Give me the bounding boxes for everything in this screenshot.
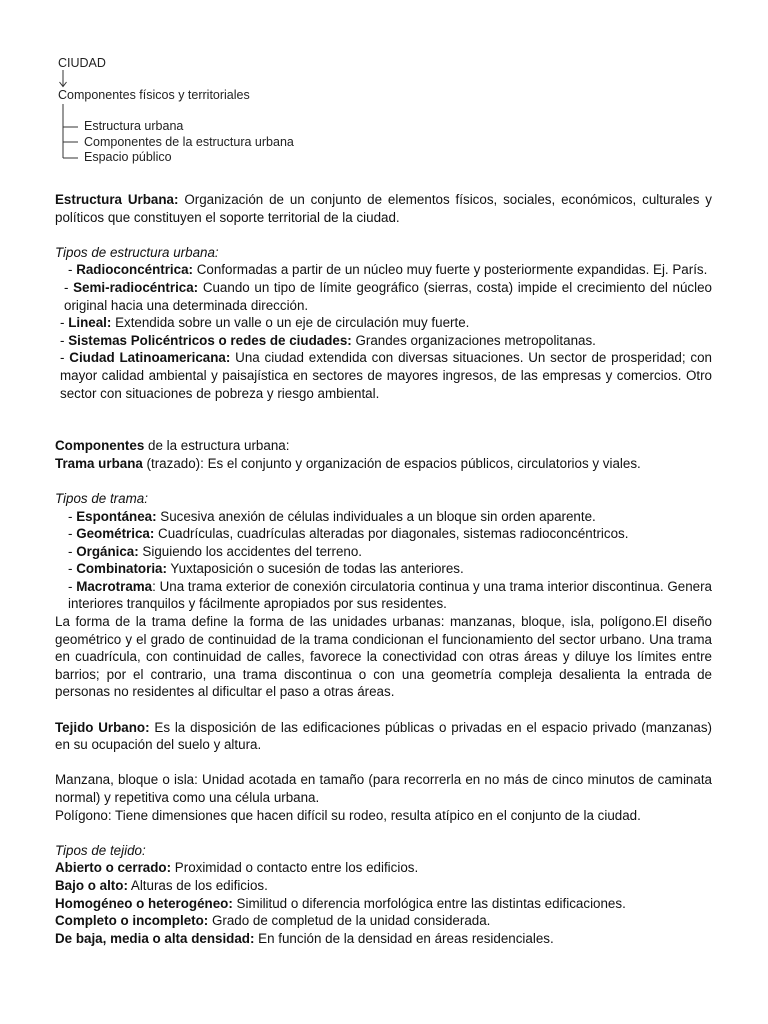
- list-item: - Semi-radiocéntrica: Cuando un tipo de límite geográfico (sierras, costa) impide el crecimiento del núcleo original hacia una determinada dirección.: [64, 279, 712, 313]
- list-item: - Macrotrama: Una trama exterior de conexión circulatoria continua y una trama interior discontinua. Genera interiores tranquilos y fácilmente apropiados por sus residentes.: [68, 578, 712, 612]
- componentes-heading: Componentes de la estructura urbana:: [55, 438, 290, 454]
- tejido-definition: Tejido Urbano: Es la disposición de las edificaciones públicas o privadas en el espacio privado (manzanas) en su ocupación del suelo y altura.: [55, 719, 712, 753]
- list-item: - Geométrica: Cuadrículas, cuadrículas alteradas por diagonales, sistemas radioconcéntricos.: [68, 526, 629, 542]
- diagram-branch: Componentes de la estructura urbana: [84, 135, 294, 149]
- poligono-definition: Polígono: Tiene dimensiones que hacen difícil su rodeo, resulta atípico en el conjunto de la ciudad.: [55, 807, 641, 823]
- list-item: Bajo o alto: Alturas de los edificios.: [55, 877, 268, 893]
- trama-definition: Trama urbana (trazado): Es el conjunto y organización de espacios públicos, circulatorios y viales.: [55, 455, 641, 471]
- section-heading: Tipos de trama:: [55, 490, 148, 506]
- list-item: Homogéneo o heterogéneo: Similitud o diferencia morfológica entre las distintas edificaciones.: [55, 895, 626, 911]
- list-item: De baja, media o alta densidad: En función de la densidad en áreas residenciales.: [55, 930, 554, 946]
- list-item: - Lineal: Extendida sobre un valle o un eje de circulación muy fuerte.: [60, 315, 470, 331]
- section-heading: Tipos de tejido:: [55, 842, 146, 858]
- list-item: Completo o incompleto: Grado de completud de la unidad considerada.: [55, 913, 491, 929]
- diagram-branch: Espacio público: [84, 150, 172, 164]
- list-item: - Espontánea: Sucesiva anexión de células individuales a un bloque sin orden aparente.: [68, 508, 596, 524]
- list-item: - Ciudad Latinoamericana: Una ciudad extendida con diversas situaciones. Un sector de prosperidad; con mayor calidad ambiental y paisajística en sectores de mayores ingresos, de las empresas y comercios. Otro sector con situaciones de pobreza y riesgo ambiental.: [60, 350, 712, 401]
- list-item: - Sistemas Policéntricos o redes de ciudades: Grandes organizaciones metropolitanas.: [60, 332, 596, 348]
- diagram-branch: Estructura urbana: [84, 119, 184, 133]
- list-item: - Combinatoria: Yuxtaposición o sucesión de todas las anteriores.: [68, 561, 464, 577]
- list-item: Abierto o cerrado: Proximidad o contacto entre los edificios.: [55, 860, 419, 876]
- list-item: - Radioconcéntrica: Conformadas a partir de un núcleo muy fuerte y posteriormente expandidas. Ej. París.: [68, 262, 708, 278]
- diagram-root: CIUDAD: [58, 56, 106, 70]
- diagram-child: Componentes físicos y territoriales: [58, 88, 250, 102]
- section-heading: Tipos de estructura urbana:: [55, 244, 219, 260]
- term: Estructura Urbana:: [55, 192, 179, 207]
- manzana-definition: Manzana, bloque o isla: Unidad acotada en tamaño (para recorrerla en no más de cinco minutos de caminata normal) y repetitiva como una célula urbana.: [55, 772, 712, 805]
- definition: Organización de un conjunto de elementos físicos, sociales, económicos, culturales y políticos que constituyen el soporte territorial de la ciudad.: [55, 192, 713, 225]
- document-body: [55, 191, 712, 947]
- list-item: - Orgánica: Siguiendo los accidentes del terreno.: [68, 543, 363, 559]
- ciudad-diagram: [56, 54, 318, 170]
- trama-paragraph: La forma de la trama define la forma de las unidades urbanas: manzanas, bloque, isla, polígono.El diseño geométrico y el grado de continuidad de la trama condicionan el funcionamiento del sector urbano. Una trama en cuadrícula, con continuidad de calles, favorece la conectividad con otras áreas y diluye los límites entre barrios; por el contrario, una trama discontinua o con una geometría compleja desalienta la entrada de personas no residentes al dificultar el paso a otras áreas.: [55, 614, 712, 700]
- estructura-definition: [55, 191, 712, 226]
